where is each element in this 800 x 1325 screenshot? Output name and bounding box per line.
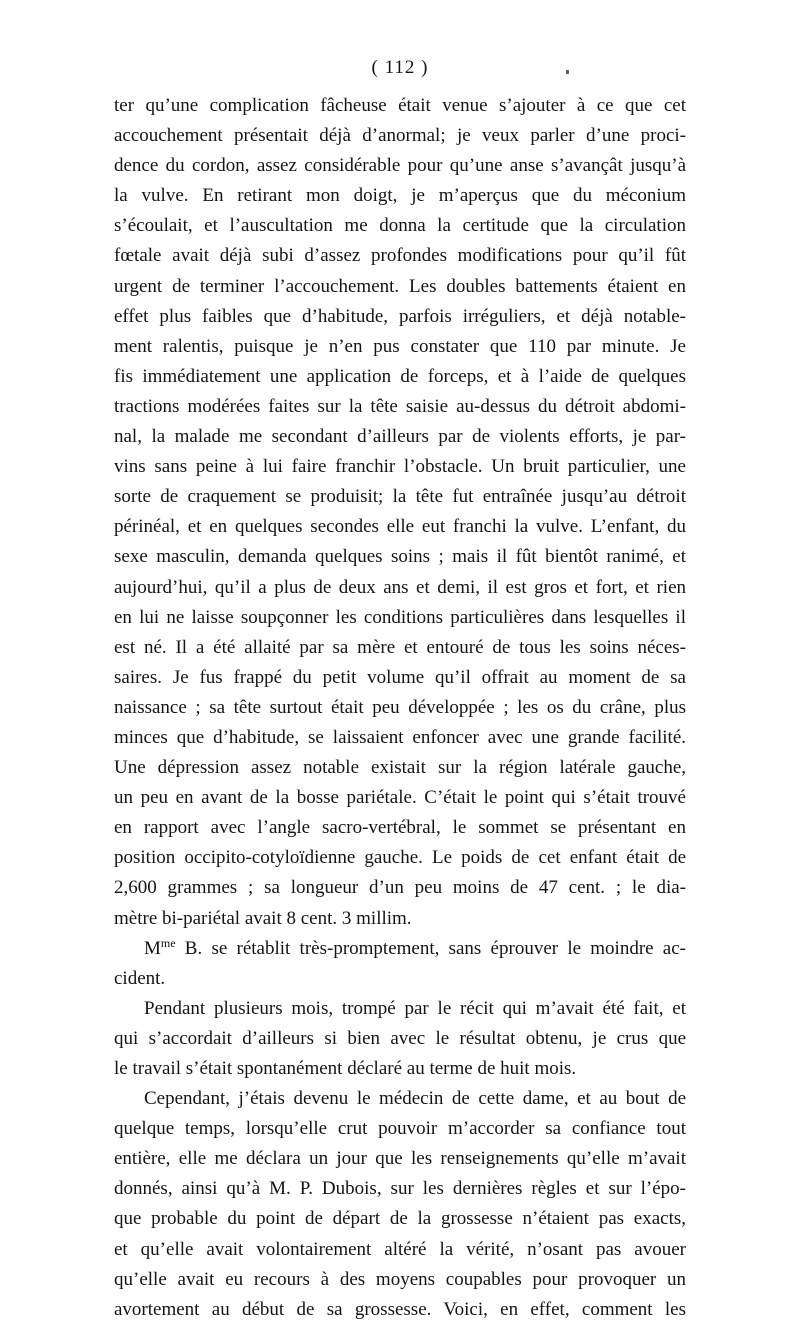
text-line: est né. Il a été allaité par sa mère et entouré de tous les soins néces- [114,636,686,658]
text-line: urgent de terminer l’accouchement. Les doubles battements étaient en [114,275,686,297]
text-line: position occipito-cotyloïdienne gauche. Le poids de cet enfant était de [114,847,686,869]
text-line: tractions modérées faites sur la tête saisie au-dessus du détroit abdomi- [114,395,686,417]
text-line: mètre bi-pariétal avait 8 cent. 3 millim. [114,907,412,929]
text-line: fis immédiatement une application de forceps, et à l’aide de quelques [114,365,686,387]
honorific-superscript: me [160,935,176,950]
text-line [114,934,686,964]
page-number: ( 112 ) [371,57,429,78]
text-line: en rapport avec l’angle sacro-vertébral, le sommet se présentant en [114,817,686,839]
text-line: effet plus faibles que d’habitude, parfois irréguliers, et déjà notable- [114,305,686,327]
text-line: aujourd’hui, qu’il a plus de deux ans et demi, il est gros et fort, et rien [114,576,686,598]
text-line: ment ralentis, puisque je n’en pus constater que 110 par minute. Je [114,335,686,357]
text-line: saires. Je fus frappé du petit volume qu’il offrait au moment de sa [114,666,686,688]
text-line: vins sans peine à lui faire franchir l’obstacle. Un bruit particulier, une [114,456,686,478]
paragraph-2 [114,934,686,994]
honorific [144,935,176,959]
text-line: 2,600 grammes ; sa longueur d’un peu moins de 47 cent. ; le dia- [114,877,686,899]
text-line: la vulve. En retirant mon doigt, je m’aperçus que du méconium [114,185,686,207]
ink-speck [566,70,569,74]
text-line: fœtale avait déjà subi d’assez profondes modifications pour qu’il fût [114,245,686,267]
text-line: ter qu’une complication fâcheuse était venue s’ajouter à ce que cet [114,95,686,116]
paragraph-1 [114,91,686,934]
text-line: dence du cordon, assez considérable pour qu’une anse s’avançât jusqu’à [114,155,686,177]
text-line: Pendant plusieurs mois, trompé par le récit qui m’avait été fait, et [144,997,686,1019]
text-line: sorte de craquement se produisit; la tête fut entraînée jusqu’au détroit [114,486,686,508]
text-line: sexe masculin, demanda quelques soins ; mais il fût bientôt ranimé, et [114,546,686,568]
text-line: entière, elle me déclara un jour que les renseignements qu’elle m’avait [114,1148,686,1170]
text-line: en lui ne laisse soupçonner les conditions particulières dans lesquelles il [114,606,686,628]
text-line: avortement au début de sa grossesse. Voici, en effet, comment les [114,1298,686,1320]
text-line: qu’elle avait eu recours à des moyens coupables pour provoquer un [114,1268,686,1290]
honorific-base: M [144,937,161,959]
text-line: quelque temps, lorsqu’elle crut pouvoir m’accorder sa confiance tout [114,1118,686,1140]
text-line: accouchement présentait déjà d’anormal; je veux parler d’une proci- [114,125,686,147]
text-line: donnés, ainsi qu’à M. P. Dubois, sur les dernières règles et sur l’épo- [114,1178,686,1200]
text-line: Cependant, j’étais devenu le médecin de cette dame, et au bout de [144,1088,686,1110]
text-line: nal, la malade me secondant d’ailleurs par de violents efforts, je par- [114,426,686,448]
paragraph-4 [114,1084,686,1325]
text-line: périnéal, et en quelques secondes elle eut franchi la vulve. L’enfant, du [114,516,686,538]
text-line: minces que d’habitude, se laissaient enfoncer avec une grande facilité. [114,726,686,748]
text-line: Une dépression assez notable existait sur la région latérale gauche, [114,757,686,779]
text-line: cident. [114,967,166,989]
text-line-rest: B. se rétablit très-promptement, sans éprouver le moindre ac- [175,937,686,959]
paragraph-3 [114,994,686,1084]
text-line: naissance ; sa tête surtout était peu développée ; les os du crâne, plus [114,696,686,718]
text-line: qui s’accordait d’ailleurs si bien avec le résultat obtenu, je crus que [114,1027,686,1049]
text-line: et qu’elle avait volontairement altéré la vérité, n’osant pas avouer [114,1238,686,1260]
body-text [114,91,686,1325]
text-line: que probable du point de départ de la grossesse n’étaient pas exacts, [114,1208,686,1230]
text-line: le travail s’était spontanément déclaré au terme de huit mois. [114,1058,577,1079]
text-line: s’écoulait, et l’auscultation me donna la certitude que la circulation [114,215,686,237]
text-line: un peu en avant de la bosse pariétale. C’était le point qui s’était trouvé [114,787,686,809]
